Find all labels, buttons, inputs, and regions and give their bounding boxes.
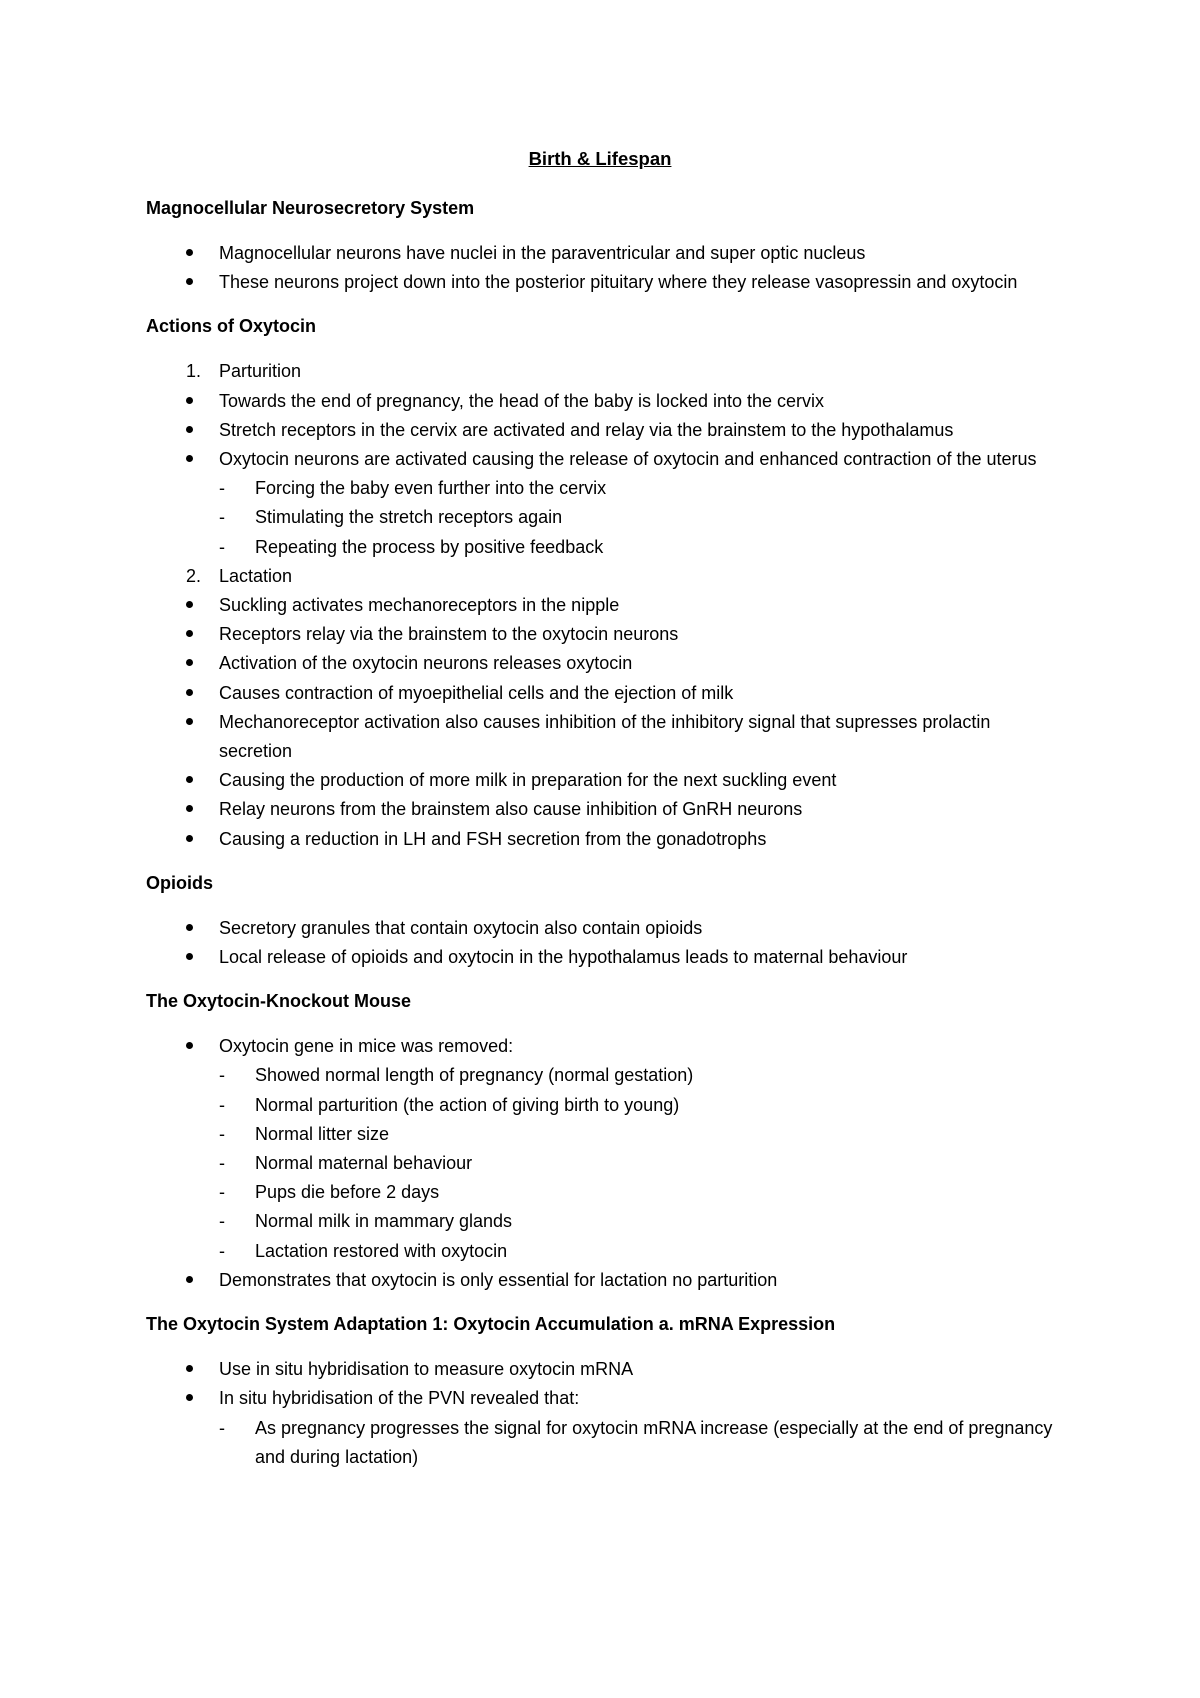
dash-icon: -: [219, 1211, 225, 1232]
item-text: Showed normal length of pregnancy (normal gestation): [255, 1065, 694, 1086]
dash-icon: -: [219, 1153, 225, 1174]
item-text: Secretory granules that contain oxytocin also contain opioids: [219, 917, 703, 938]
sub-list-item: [146, 503, 1066, 532]
item-text: In situ hybridisation of the PVN revealed that:: [219, 1388, 580, 1409]
section-heading: The Oxytocin System Adaptation 1: Oxytocin Accumulation a. mRNA Expression: [146, 1314, 836, 1335]
document-title: Birth & Lifespan: [528, 148, 672, 169]
item-text: Stretch receptors in the cervix are activated and relay via the brainstem to the hypothalamus: [219, 419, 954, 440]
item-text: Demonstrates that oxytocin is only essential for lactation no parturition: [219, 1269, 778, 1290]
bullet-icon: [186, 689, 193, 696]
list-item: [146, 1266, 1066, 1295]
document-body: [146, 194, 1066, 1472]
item-text: Magnocellular neurons have nuclei in the paraventricular and super optic nucleus: [219, 243, 866, 263]
bullet-icon: [186, 426, 193, 433]
sub-list-item: [146, 1149, 1066, 1178]
bullet-icon: [186, 924, 193, 931]
bullet-icon: [186, 805, 193, 812]
item-text: Pups die before 2 days: [255, 1182, 440, 1203]
list-item: [146, 1032, 1066, 1061]
dash-icon: -: [219, 536, 225, 557]
bullet-icon: [186, 659, 193, 666]
list-number: 2.: [186, 565, 202, 586]
item-text: Activation of the oxytocin neurons releases oxytocin: [219, 653, 633, 674]
list-item: [146, 914, 1066, 943]
item-text: Lactation: [219, 565, 293, 586]
section-heading: Actions of Oxytocin: [146, 316, 317, 337]
list-item: [146, 825, 1066, 854]
dash-icon: -: [219, 1094, 225, 1115]
dash-icon: -: [219, 1065, 225, 1086]
bullet-icon: [186, 1394, 193, 1401]
sub-list-item: [146, 1061, 1066, 1090]
sub-list-item: [146, 1120, 1066, 1149]
bullet-icon: [186, 630, 193, 637]
bullet-icon: [186, 249, 193, 256]
item-text: Oxytocin gene in mice was removed:: [219, 1036, 514, 1057]
item-text: Receptors relay via the brainstem to the oxytocin neurons: [219, 624, 679, 645]
bullet-icon: [186, 835, 193, 842]
item-text: Causing the production of more milk in preparation for the next suckling event: [219, 770, 837, 791]
dash-icon: -: [219, 1240, 225, 1261]
item-text: Normal milk in mammary glands: [255, 1211, 513, 1232]
list-item: [146, 795, 1066, 824]
item-text: Oxytocin neurons are activated causing the release of oxytocin and enhanced contraction of the uterus: [219, 449, 1037, 470]
bullet-icon: [186, 1365, 193, 1372]
item-text: As pregnancy progresses the signal for oxytocin mRNA increase (especially at the end of pregnancy and during lactation): [255, 1417, 1053, 1467]
list-number: 1.: [186, 361, 202, 382]
item-text: Causes contraction of myoepithelial cells and the ejection of milk: [219, 682, 734, 703]
bullet-icon: [186, 1276, 193, 1283]
item-text: Lactation restored with oxytocin: [255, 1240, 508, 1261]
list-item: [146, 1355, 1066, 1384]
item-text: Use in situ hybridisation to measure oxytocin mRNA: [219, 1359, 634, 1380]
bullet-icon: [186, 953, 193, 960]
item-text: Towards the end of pregnancy, the head of the baby is locked into the cervix: [219, 390, 825, 411]
section-list: [146, 357, 1066, 853]
sub-list-item: [146, 1237, 1066, 1266]
bullet-icon: [186, 601, 193, 608]
numbered-item: [146, 562, 1066, 591]
item-text: Local release of opioids and oxytocin in the hypothalamus leads to maternal behaviour: [219, 947, 908, 968]
list-item: [146, 943, 1066, 972]
item-text: Forcing the baby even further into the cervix: [255, 478, 607, 499]
item-text: Normal maternal behaviour: [255, 1153, 473, 1174]
list-item: [146, 591, 1066, 620]
bullet-icon: [186, 455, 193, 462]
sub-list-item: [146, 1091, 1066, 1120]
bullet-icon: [186, 397, 193, 404]
section-heading: The Oxytocin-Knockout Mouse: [146, 991, 412, 1012]
list-item: [146, 239, 1066, 268]
section-list: [146, 1355, 1066, 1472]
bullet-icon: [186, 776, 193, 783]
list-item: [146, 620, 1066, 649]
bullet-icon: [186, 278, 193, 285]
list-item: [146, 708, 1066, 766]
list-item: [146, 445, 1066, 474]
list-item: [146, 1384, 1066, 1413]
list-item: [146, 268, 1066, 297]
numbered-item: [146, 357, 1066, 386]
dash-icon: -: [219, 507, 225, 528]
item-text: Relay neurons from the brainstem also cause inhibition of GnRH neurons: [219, 799, 803, 820]
list-item: [146, 416, 1066, 445]
sub-list-item: [146, 1414, 1066, 1472]
item-text: These neurons project down into the posterior pituitary where they release vasopressin and oxytocin: [219, 272, 1018, 293]
item-text: Causing a reduction in LH and FSH secretion from the gonadotrophs: [219, 828, 767, 849]
item-text: Normal litter size: [255, 1123, 390, 1144]
dash-icon: -: [219, 478, 225, 499]
section-list: [146, 914, 1066, 972]
section-heading: Opioids: [146, 872, 213, 893]
sub-list-item: [146, 1178, 1066, 1207]
item-text: Repeating the process by positive feedback: [255, 536, 604, 557]
list-item: [146, 387, 1066, 416]
sub-list-item: [146, 474, 1066, 503]
list-item: [146, 766, 1066, 795]
item-text: Normal parturition (the action of giving birth to young): [255, 1094, 680, 1115]
dash-icon: -: [219, 1123, 225, 1144]
list-item: [146, 649, 1066, 678]
sub-list-item: [146, 1207, 1066, 1236]
dash-icon: -: [219, 1182, 225, 1203]
bullet-icon: [186, 1042, 193, 1049]
bullet-icon: [186, 718, 193, 725]
sub-list-item: [146, 533, 1066, 562]
section-list: [146, 239, 1066, 297]
list-item: [146, 679, 1066, 708]
dash-icon: -: [219, 1417, 225, 1438]
section-heading: Magnocellular Neurosecretory System: [146, 198, 475, 218]
item-text: Parturition: [219, 361, 302, 382]
section-list: [146, 1032, 1066, 1295]
item-text: Stimulating the stretch receptors again: [255, 507, 563, 528]
item-text: Suckling activates mechanoreceptors in the nipple: [219, 595, 620, 616]
item-text: Mechanoreceptor activation also causes inhibition of the inhibitory signal that supresses prolactin secretion: [219, 711, 991, 762]
